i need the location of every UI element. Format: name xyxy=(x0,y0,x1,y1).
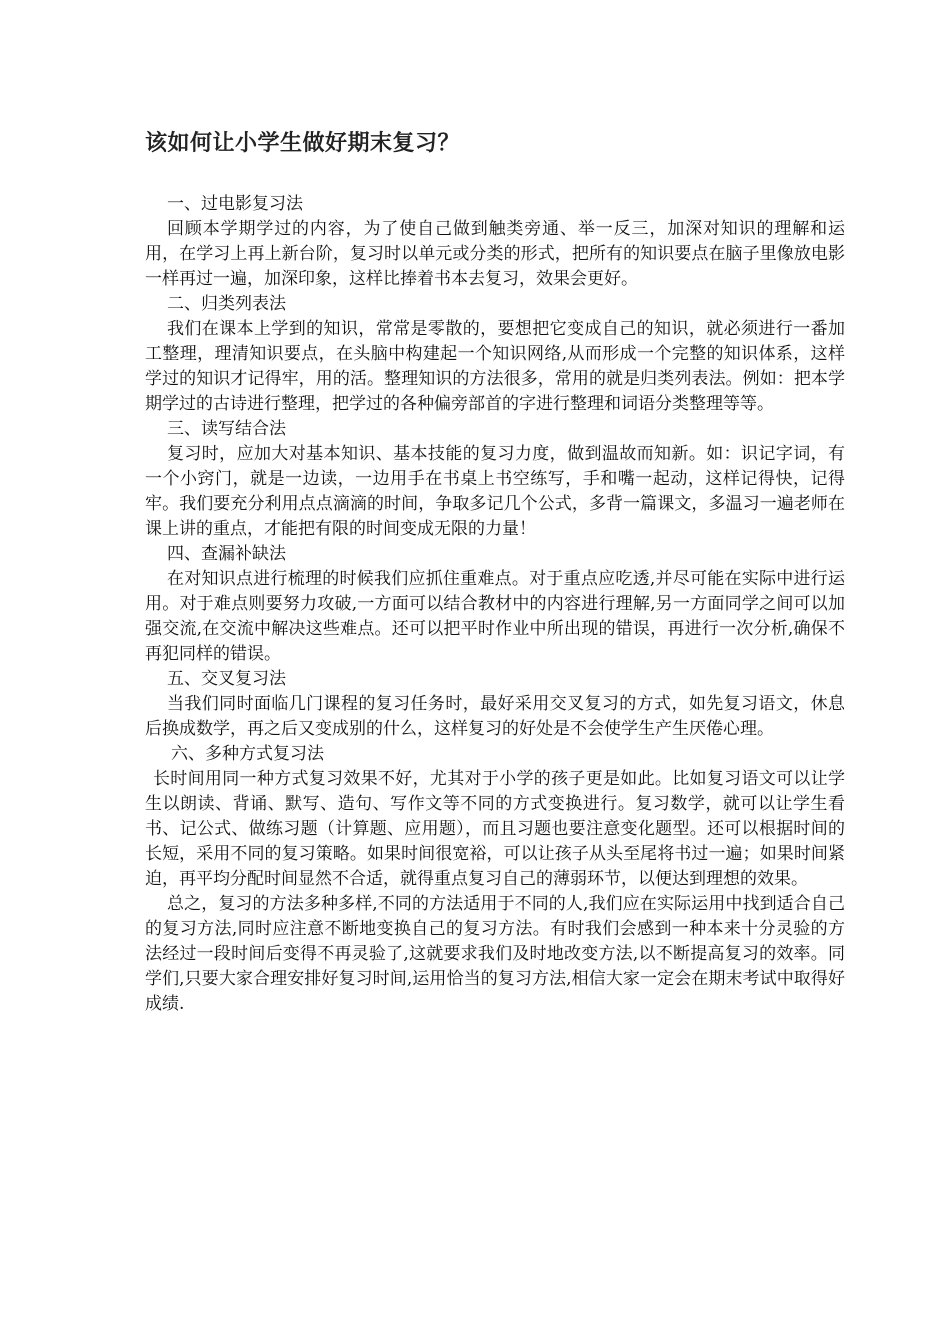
page-title: 该如何让小学生做好期末复习？ xyxy=(145,131,461,156)
section-heading: 一、过电影复习法 xyxy=(167,194,303,214)
document-page xyxy=(145,128,845,1017)
section-body: 复习时，应加大对基本知识、基本技能的复习力度，做到温故而知新。如：识记字词，有一个小窍门，就是一边读，一边用手在书桌上书空练写，手和嘴一起动，这样记得快，记得牢。我们要充分利用点点滴滴的时间，争取多记几个公式，多背一篇课文，多温习一遍老师在课上讲的重点，才能把有限的时间变成无限的力量！ xyxy=(145,444,845,539)
section-4 xyxy=(145,542,845,667)
section-2 xyxy=(145,292,845,417)
section-heading: 四、查漏补缺法 xyxy=(167,544,286,564)
section-heading: 五、交叉复习法 xyxy=(167,669,286,689)
section-heading: 三、读写结合法 xyxy=(167,419,286,439)
section-body: 在对知识点进行梳理的时候我们应抓住重难点。对于重点应吃透,并尽可能在实际中进行运用。对于难点则要努力攻破,一方面可以结合教材中的内容进行理解,另一方面同学之间可以加强交流,在交流中解决这些难点。还可以把平时作业中所出现的错误，再进行一次分析,确保不再犯同样的错误。 xyxy=(145,569,845,664)
section-body: 我们在课本上学到的知识，常常是零散的，要想把它变成自己的知识，就必须进行一番加工整理，理清知识要点，在头脑中构建起一个知识网络,从而形成一个完整的知识体系，这样学过的知识才记得牢，用的活。整理知识的方法很多，常用的就是归类列表法。例如：把本学期学过的古诗进行整理，把学过的各种偏旁部首的字进行整理和词语分类整理等等。 xyxy=(145,319,845,414)
section-3 xyxy=(145,417,845,542)
section-heading: 六、多种方式复习法 xyxy=(171,744,324,764)
conclusion-paragraph: 总之，复习的方法多种多样,不同的方法适用于不同的人,我们应在实际运用中找到适合自己的复习方法,同时应注意不断地变换自己的复习方法。有时我们会感到一种本来十分灵验的方法经过一段时间后变得不再灵验了,这就要求我们及时地改变方法,以不断提高复习的效率。同学们,只要大家合理安排好复习时间,运用恰当的复习方法,相信大家一定会在期末考试中取得好成绩. xyxy=(145,894,845,1014)
section-6 xyxy=(145,742,845,892)
section-1 xyxy=(145,192,845,292)
section-body: 当我们同时面临几门课程的复习任务时，最好采用交叉复习的方式，如先复习语文，休息后换成数学，再之后又变成别的什么，这样复习的好处是不会使学生产生厌倦心理。 xyxy=(145,694,845,739)
section-5 xyxy=(145,667,845,742)
section-heading: 二、归类列表法 xyxy=(167,294,286,314)
section-body: 长时间用同一种方式复习效果不好，尤其对于小学的孩子更是如此。比如复习语文可以让学生以朗读、背诵、默写、造句、写作文等不同的方式变换进行。复习数学，就可以让学生看书、记公式、做练习题（计算题、应用题），而且习题也要注意变化题型。还可以根据时间的长短，采用不同的复习策略。如果时间很宽裕，可以让孩子从头至尾将书过一遍；如果时间紧迫，再平均分配时间显然不合适，就得重点复习自己的薄弱环节，以便达到理想的效果。 xyxy=(145,769,845,889)
section-body: 回顾本学期学过的内容，为了使自己做到触类旁通、举一反三，加深对知识的理解和运用，在学习上再上新台阶，复习时以单元或分类的形式，把所有的知识要点在脑子里像放电影一样再过一遍，加深印象，这样比捧着书本去复习，效果会更好。 xyxy=(145,219,845,289)
